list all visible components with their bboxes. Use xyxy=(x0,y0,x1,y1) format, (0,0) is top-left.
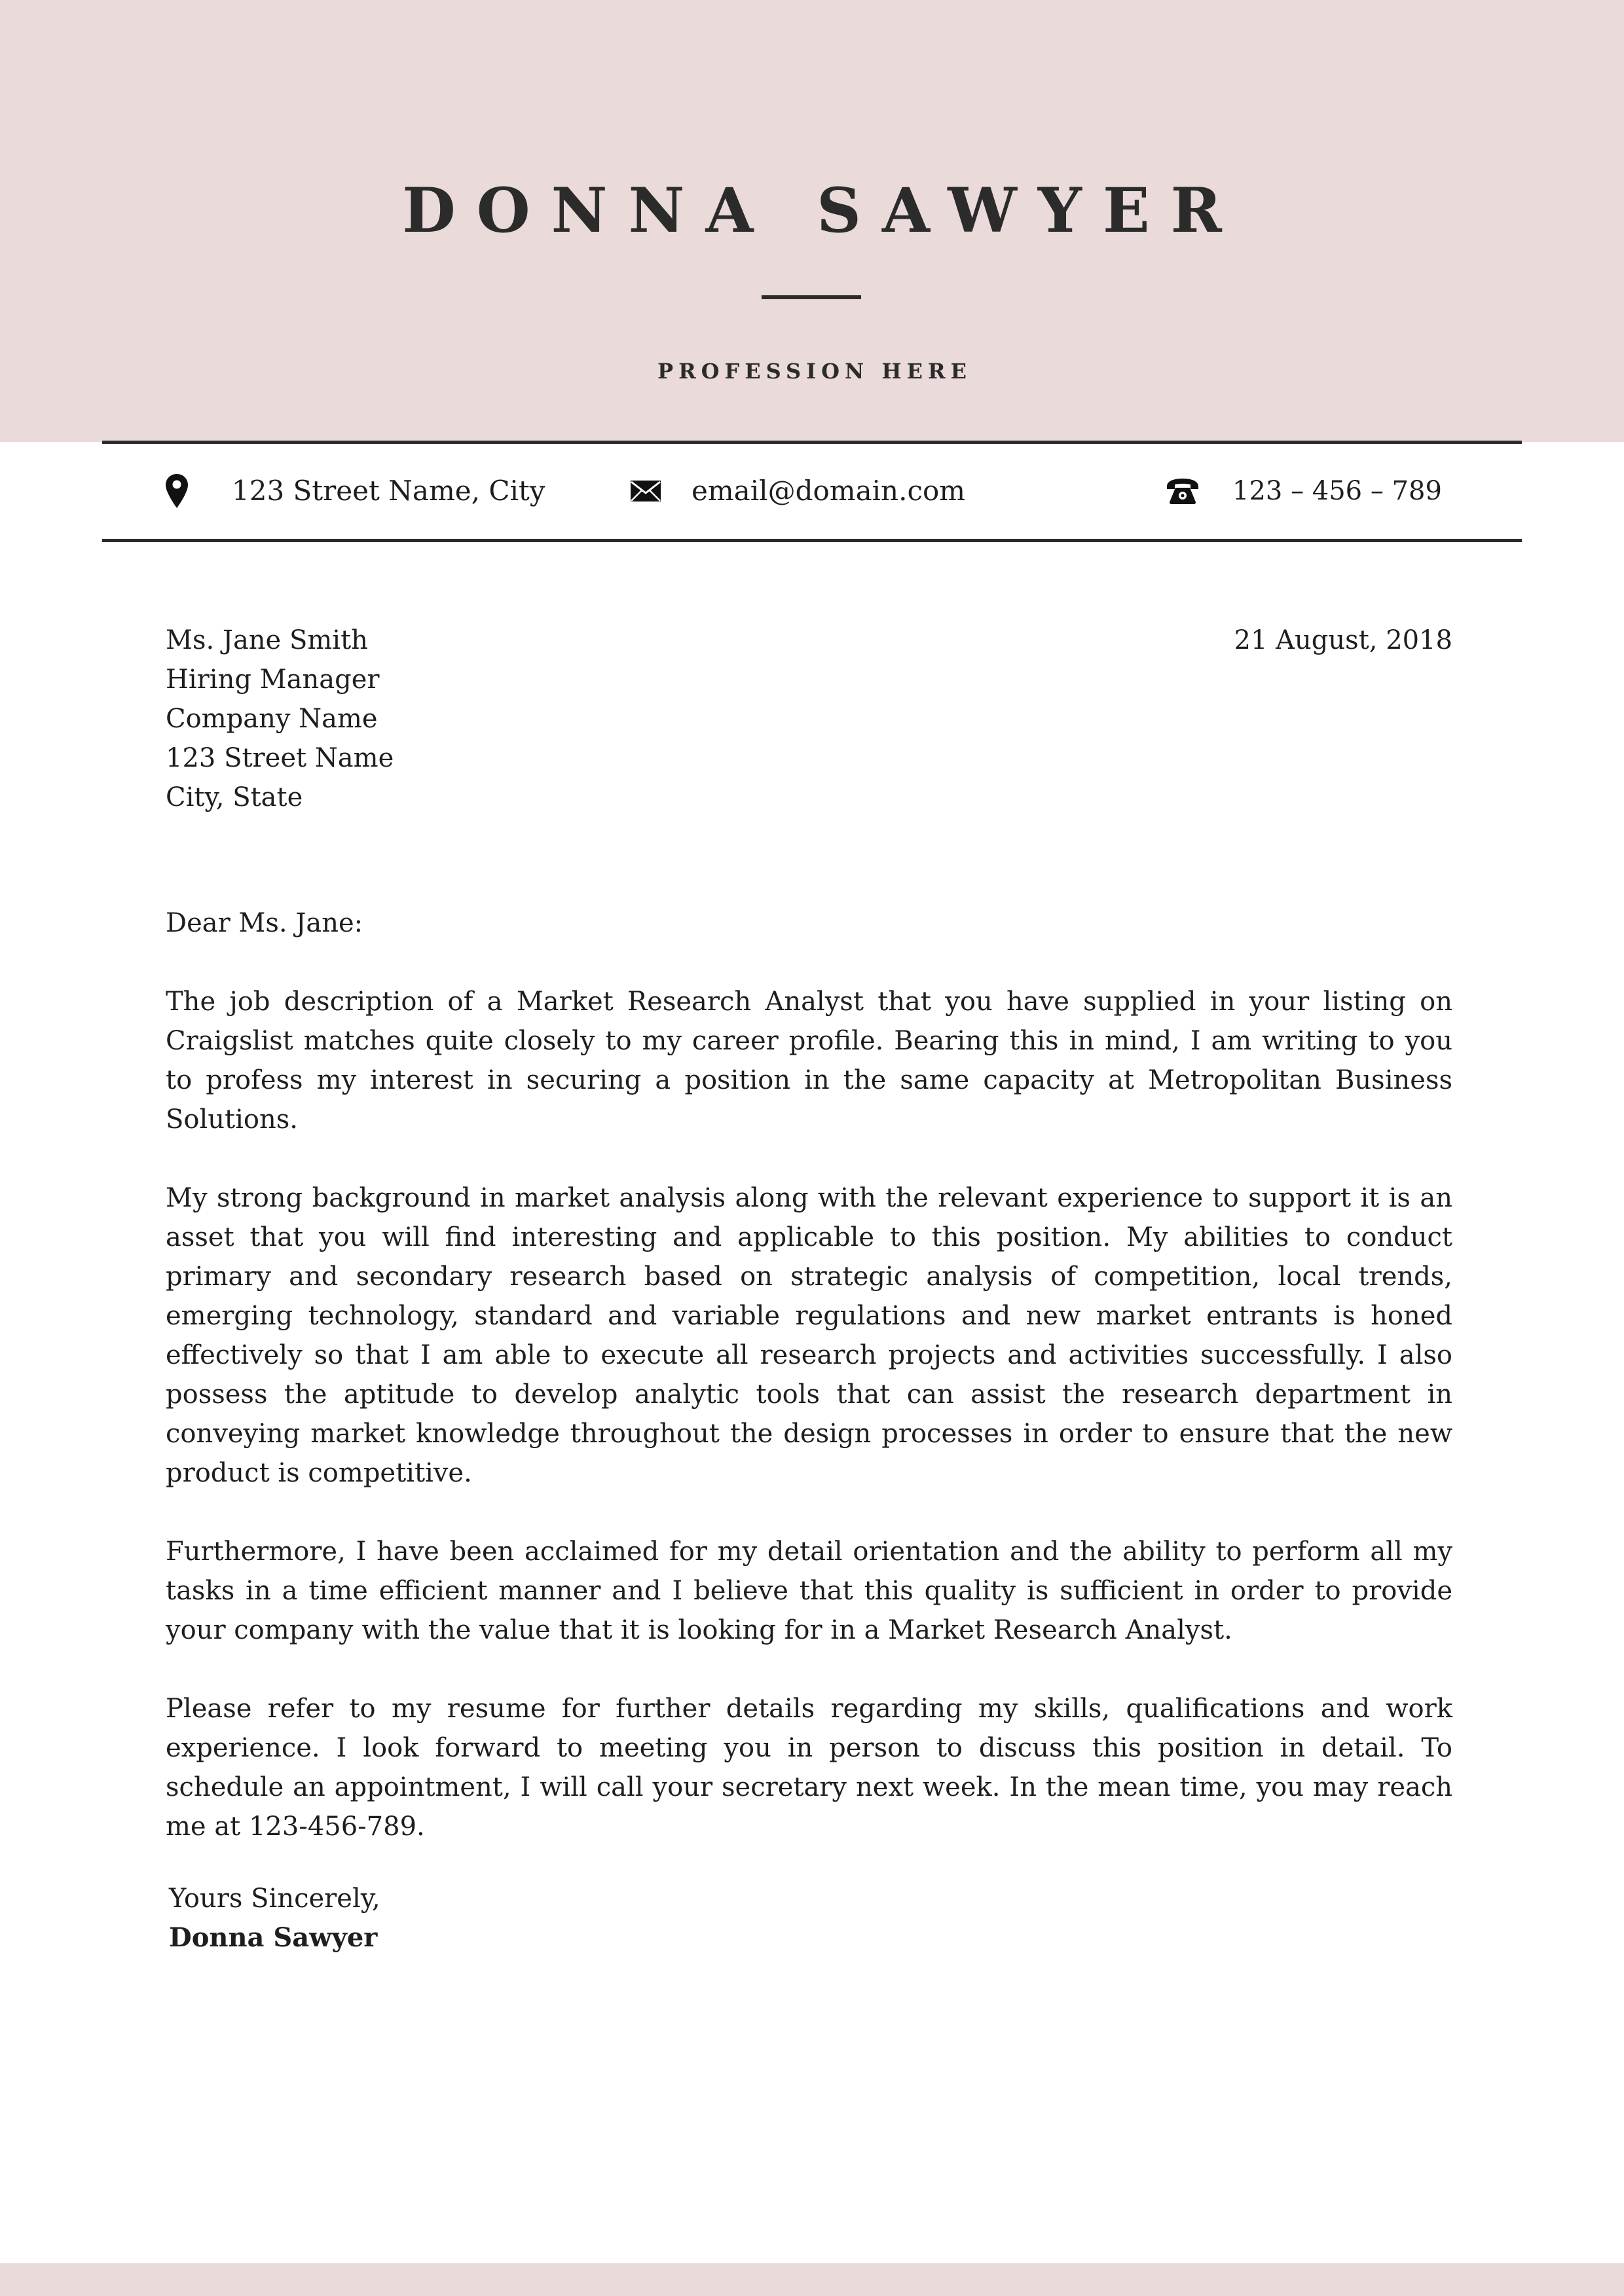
contact-email xyxy=(627,468,965,514)
body-paragraph: Furthermore, I have been acclaimed for my detail orientation and the ability to perform all my tasks in a time efficient manner and I believe that this quality is sufficient in order to provide your company with the value that it is looking for in a Market Research Analyst. xyxy=(166,1537,1452,1645)
telephone-icon xyxy=(1164,473,1201,509)
profession-title: PROFESSION HERE xyxy=(657,359,972,384)
signer-name: Donna Sawyer xyxy=(169,1922,378,1953)
letter-date: 21 August, 2018 xyxy=(1234,625,1452,655)
footer-band xyxy=(0,2263,1624,2296)
body-paragraph: Please refer to my resume for further details regarding my skills, qualifications and work experience. I look forward to meeting you in person to discuss this position in detail. To schedule an appointment, I will call your secretary next week. In the mean time, you may reach me at 123-456-789. xyxy=(166,1694,1452,1842)
contact-address xyxy=(158,468,545,514)
recipient-city-state: City, State xyxy=(166,782,303,812)
applicant-name: DONNA SAWYER xyxy=(402,175,1243,247)
recipient-block xyxy=(166,621,394,817)
map-pin-icon xyxy=(158,473,195,509)
closing-block xyxy=(169,1879,380,1958)
contact-top-rule xyxy=(102,441,1522,444)
contact-bottom-rule xyxy=(102,539,1522,542)
letter-body xyxy=(166,982,1452,1886)
address-text: 123 Street Name, City xyxy=(232,475,545,507)
body-paragraph: The job description of a Market Research Analyst that you have supplied in your listing on Craigslist matches quite closely to my career profile. Bearing this in mind, I am writing to you to profess my interest in securing a position in the same capacity at Metropolitan Business Solutions. xyxy=(166,987,1452,1135)
recipient-name: Ms. Jane Smith xyxy=(166,625,368,655)
name-divider xyxy=(762,295,861,299)
envelope-icon xyxy=(627,473,664,509)
contact-phone xyxy=(1164,468,1442,514)
salutation: Dear Ms. Jane: xyxy=(166,908,363,938)
body-paragraph: My strong background in market analysis along with the relevant experience to support it is an asset that you will find interesting and applicable to this position. My abilities to conduct primary and secondary research based on strategic analysis of competition, local trends, emerging technology, standard and variable regulations and new market entrants is honed effectively so that I am able to execute all research projects and activities successfully. I also possess the aptitude to develop analytic tools that can assist the research department in conveying market knowledge throughout the design processes in order to ensure that the new product is competitive. xyxy=(166,1183,1452,1488)
recipient-title: Hiring Manager xyxy=(166,665,380,695)
recipient-street: 123 Street Name xyxy=(166,743,394,773)
email-text: email@domain.com xyxy=(692,475,966,507)
phone-text: 123 – 456 – 789 xyxy=(1232,476,1442,506)
closing-phrase: Yours Sincerely, xyxy=(169,1884,380,1914)
recipient-company: Company Name xyxy=(166,704,378,734)
